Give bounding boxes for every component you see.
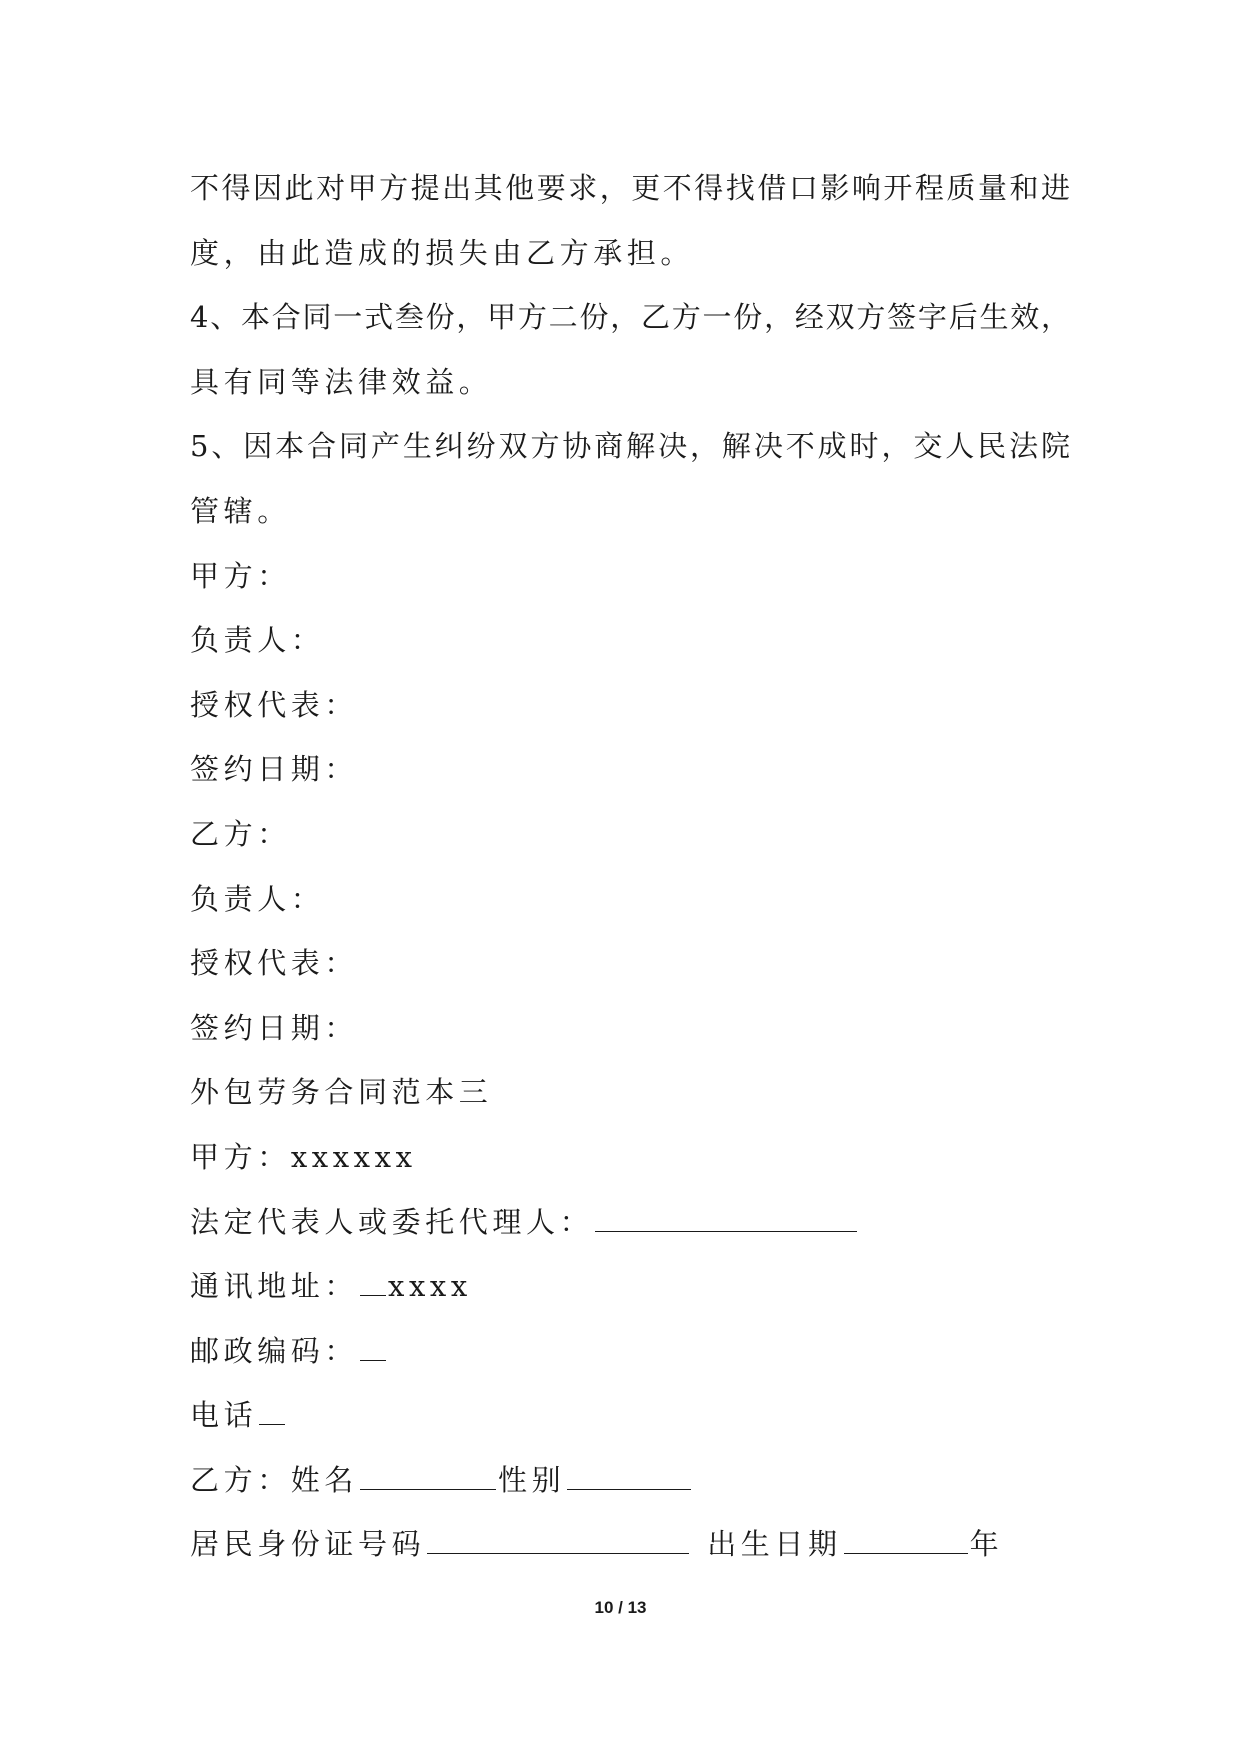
address-value: xxxx (388, 1269, 472, 1304)
address-line (190, 1254, 1070, 1319)
party-a-value: xxxxxx (290, 1139, 417, 1174)
address-blank (360, 1273, 386, 1296)
signature-field-label: 甲方： (190, 558, 291, 593)
gender-blank (567, 1467, 691, 1490)
postcode-label: 邮政编码： (190, 1333, 359, 1368)
paragraph-line: 具有同等法律效益。 (190, 364, 493, 399)
signature-field-label: 授权代表： (190, 687, 359, 722)
signature-field-label: 签约日期： (190, 752, 359, 787)
birth-blank (844, 1531, 968, 1554)
paragraph-line: 4、本合同一式叁份，甲方二份，乙方一份，经双方签字后生效， (190, 300, 1070, 335)
paragraph-line: 不得因此对甲方提出其他要求，更不得找借口影响开程质量和进 (190, 171, 1070, 205)
postcode-line (190, 1319, 1070, 1384)
paragraph-line: 管辖。 (190, 493, 291, 528)
signature-field-label: 乙方： (190, 816, 291, 851)
signature-field-label: 负责人： (190, 623, 325, 658)
id-line (190, 1512, 1070, 1577)
year-label: 年 (969, 1527, 1004, 1562)
birth-label: 出生日期 (707, 1527, 842, 1562)
document-body (190, 156, 1070, 1577)
party-b-line (190, 1448, 1070, 1513)
paragraph-line: 度，由此造成的损失由乙方承担。 (190, 235, 695, 270)
name-blank (360, 1467, 496, 1490)
page-number: 10 / 13 (594, 1598, 647, 1617)
phone-line (190, 1383, 1070, 1448)
party-a-label: 甲方： (190, 1139, 291, 1174)
signature-field-label: 授权代表： (190, 946, 359, 981)
phone-blank (259, 1402, 285, 1425)
id-blank (427, 1531, 689, 1554)
legal-rep-line (190, 1190, 1070, 1255)
gender-label: 性别 (498, 1462, 566, 1497)
legal-rep-blank (595, 1209, 857, 1232)
party-b-label: 乙方：姓名 (190, 1462, 359, 1497)
address-label: 通讯地址： (190, 1269, 359, 1304)
signature-field-label: 负责人： (190, 881, 325, 916)
paragraph-line: 5、因本合同产生纠纷双方协商解决，解决不成时，交人民法院 (190, 429, 1070, 464)
phone-label: 电话 (190, 1398, 258, 1433)
signature-field-label: 签约日期： (190, 1010, 359, 1045)
party-a-line (190, 1125, 1070, 1190)
section-title: 外包劳务合同范本三 (190, 1075, 493, 1110)
postcode-blank (360, 1338, 386, 1361)
legal-rep-label: 法定代表人或委托代理人： (190, 1204, 594, 1239)
id-label: 居民身份证号码 (190, 1527, 426, 1562)
